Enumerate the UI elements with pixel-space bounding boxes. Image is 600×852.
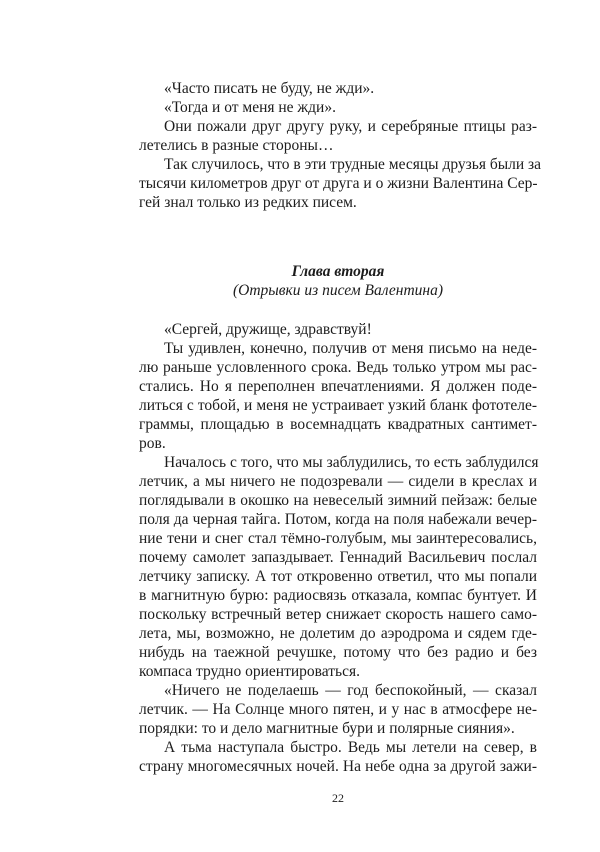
text-line: Они пожали друг другу руку, и серебряные птицы раз-: [164, 118, 537, 135]
text-line: летчику записку. А тот откровенно ответил, что мы попали: [139, 568, 537, 585]
text-line: Началось с того, что мы заблудились, то есть заблудился: [164, 454, 539, 471]
text-line: ние тени и снег стал тёмно-голубым, мы заинтересовались,: [139, 530, 537, 547]
chapter-subtitle: (Отрывки из писем Валентина): [233, 282, 443, 299]
text-line: стались. Но я переполнен впечатлениями. Я должен поде-: [139, 378, 537, 395]
text-line: граммы, площадью в восемнадцать квадратных сантимет-: [139, 416, 537, 433]
text-line: гей знал только из редких писем.: [139, 194, 357, 211]
text-line: тысячи километров друг от друга и о жизни Валентина Сер-: [139, 175, 538, 192]
text-line: Так случилось, что в эти трудные месяцы друзья были за: [164, 156, 542, 173]
text-line: «Ничего не поделаешь — год беспокойный, — сказал: [164, 682, 537, 699]
text-line: компаса трудно ориентироваться.: [139, 663, 360, 680]
text-line: «Тогда и от меня не жди».: [164, 99, 336, 116]
text-line: летчик. — На Солнце много пятен, и у нас в атмосфере не-: [139, 701, 537, 718]
chapter-title: Глава вторая: [291, 263, 385, 280]
text-line: поглядывали в окошко на невеселый зимний пейзаж: белые: [139, 492, 537, 509]
text-line: поскольку встречный ветер снижает скорость нашего само-: [139, 606, 537, 623]
text-line: лета, мы, возможно, не долетим до аэродрома и сядем где-: [139, 625, 537, 642]
text-line: ров.: [139, 435, 166, 452]
text-line: летчик, а мы ничего не подозревали — сидели в креслах и: [139, 473, 537, 490]
text-line: в магнитную бурю: радиосвязь отказала, компас бунтует. И: [139, 587, 537, 604]
text-line: лю раньше условленного срока. Ведь только утром мы рас-: [139, 359, 537, 376]
text-line: А тьма наступала быстро. Ведь мы летели на север, в: [164, 739, 537, 756]
text-line: почему самолет запаздывает. Геннадий Васильевич послал: [139, 549, 537, 566]
text-line: литься с тобой, и меня не устраивает узкий бланк фототеле-: [139, 397, 537, 414]
text-line: летелись в разные стороны…: [139, 137, 334, 154]
text-line: нибудь на таежной речушке, потому что без радио и без: [139, 644, 537, 661]
page-number: 22: [332, 791, 344, 805]
text-line: Ты удивлен, конечно, получив от меня письмо на неде-: [164, 340, 537, 357]
text-line: страну многомесячных ночей. На небе одна за другой зажи-: [139, 758, 537, 775]
text-line: поля да черная тайга. Потом, когда на поля набежали вечер-: [139, 511, 537, 528]
text-line: «Часто писать не буду, не жди».: [164, 80, 375, 97]
text-line: «Сергей, дружище, здравствуй!: [164, 321, 372, 338]
text-line: порядки: то и дело магнитные бури и полярные сияния».: [139, 720, 515, 737]
